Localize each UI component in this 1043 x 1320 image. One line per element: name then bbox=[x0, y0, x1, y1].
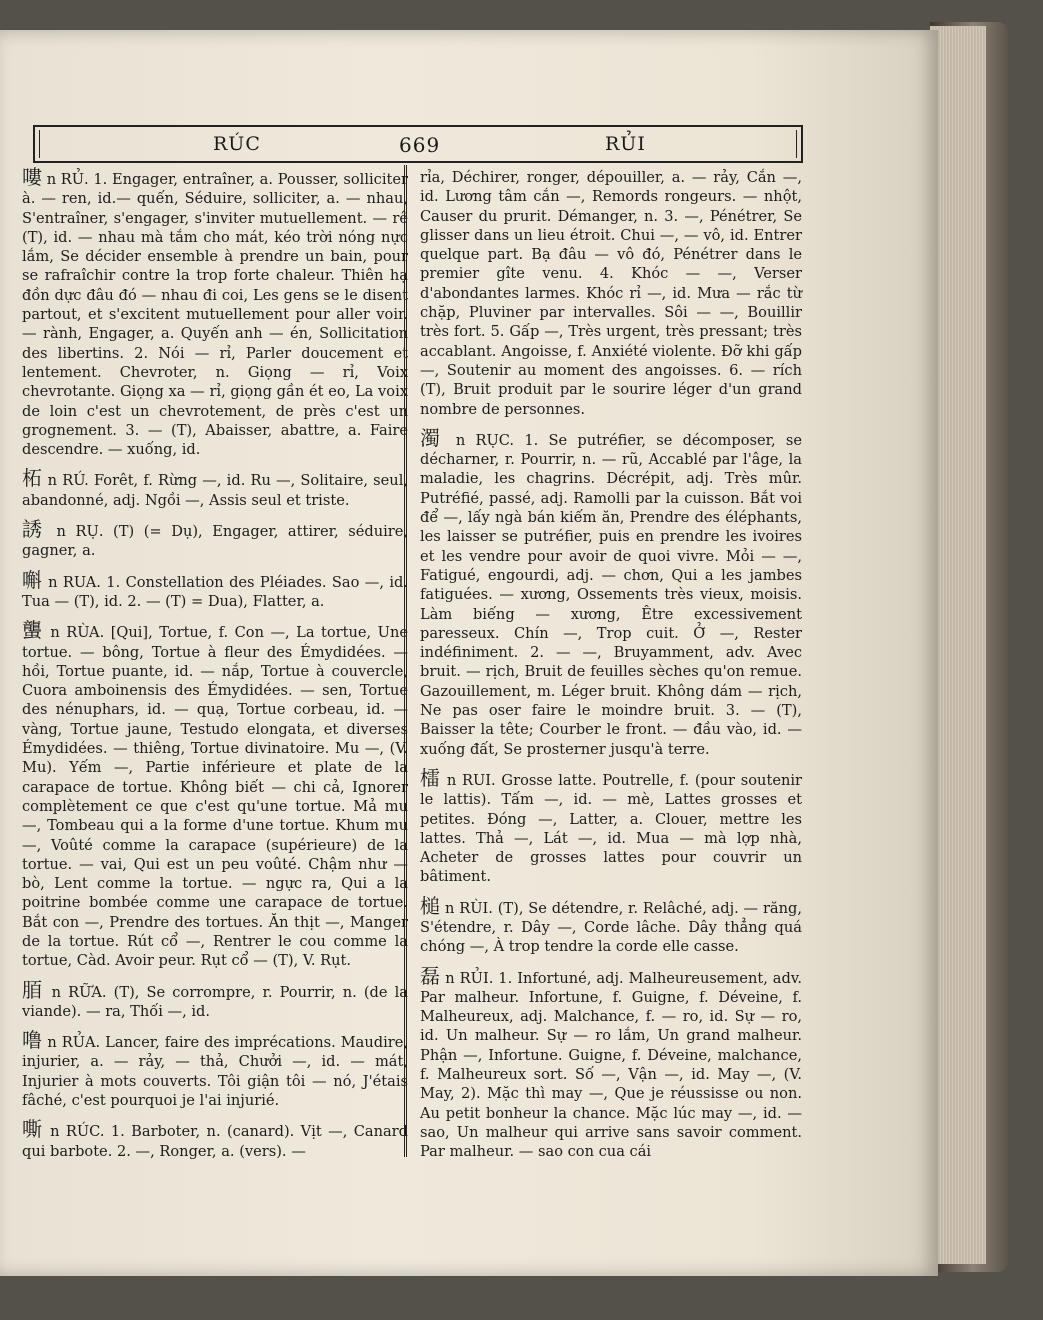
entry-ruc2 bbox=[420, 425, 802, 759]
entry-character: 噜 bbox=[22, 1028, 43, 1053]
entry-character: 嘝 bbox=[22, 567, 43, 592]
entry-text: n RÙI. (T), Se détendre, r. Relâché, adj. — răng, S'étendre, r. Dây —, Corde lâche. Dây thẳng quá chóng —, À trop tendre la corde elle casse. bbox=[420, 899, 803, 956]
entry-character: 蠪 bbox=[22, 618, 44, 643]
left-column bbox=[22, 165, 409, 1171]
header-right-word: RỦI bbox=[605, 133, 646, 155]
entry-text: n RÚC. 1. Barboter, n. (canard). Vịt —, Canard qui barbote. 2. —, Ronger, a. (vers). — bbox=[22, 1123, 409, 1160]
entry-rua4 bbox=[22, 1028, 408, 1110]
entry-text: n RỦA. Lancer, faire des imprécations. Maudire, injurier, a. — rảy, — thả, Chưởi —, id. — mát, Injurier à mots couverts. Tôi giận tôi — nó, J'étais fâché, c'est pourquoi je l'ai injurié. bbox=[22, 1034, 408, 1110]
entry-character: 槌 bbox=[420, 893, 441, 918]
entry-rui1 bbox=[420, 765, 802, 887]
page-number: 669 bbox=[399, 133, 441, 157]
entry-text: n RỤ. (T) (= Dụ), Engager, attirer, séduire, gagner, a. bbox=[22, 523, 409, 560]
entry-text: n RUA. 1. Constellation des Pléiades. Sao —, id. Tua — (T), id. 2. — (T) = Dua), Flatter, a. bbox=[22, 573, 409, 610]
entry-character: 誘 bbox=[22, 517, 47, 542]
entry-character: 磊 bbox=[420, 963, 441, 988]
entry-text: n RUI. Grosse latte. Poutrelle, f. (pour soutenir le lattis). Tấm —, id. — mè, Lattes grosses et petites. Đóng —, Latter, a. Clouer, mettre les lattes. Thả —, Lát —, id. Mua — mà lợp nhà, Acheter de grosses lattes pour couvrir un bâtiment. bbox=[420, 771, 802, 886]
entry-rua1 bbox=[22, 567, 409, 612]
entry-rua3 bbox=[22, 977, 409, 1022]
entry-text: n RÙA. [Qui], Tortue, f. Con —, La tortue, Une tortue. — bông, Tortue à fleur des Émydidées. — hồi, Tortue puante, id. — nắp, Tortue à couvercle, Cuora amboinensis des Émydidées. — sen, Tortue des nénuphars, id. — quạ, Tortue corbeau, id. — vàng, Tortue jaune, Testudo elongata, et diverses Émydidées. — thiêng, Tortue divinatoire. Mu —, (V. Mu). Yếm —, Partie inférieure et plate de la carapace de tortue. Không biết — chi cả, Ignorer complètement ce que c'est qu'une tortue. Mả mu —, Tombeau qui a la forme d'une tortue. Khum mu —, Voûté comme la carapace (supérieure) de la tortue. — vai, Qui est un peu voûté. Chậm như — bò, Lent comme la tortue. — ngực ra, Qui a la poitrine bombée comme une carapace de tortue. Bắt con —, Prendre des tortues. Ăn thịt —, Manger de la tortue. Rút cổ —, Rentrer le cou comme la tortue, Càd. Avoir peur. Rụt cổ — (T), V. Rụt. bbox=[22, 624, 409, 970]
entry-text: rỉa, Déchirer, ronger, dépouiller, a. — rảy, Cắn —, id. Lương tâm cắn —, Remords rongeurs. — nhột, Causer du prurit. Démanger, n. 3. —, Pénétrer, Se glisser dans un lieu étroit. Chui —, — vô, id. Entrer quelque part. Bạ đâu — vô đó, Pénétrer dans le premier gîte venu. 4. Khóc — —, Verser d'abondantes larmes. Khóc rỉ —, id. Mưa — rắc từ chặp, Pluviner par intervalles. Sôi — —, Bouillir très fort. 5. Gấp —, Très urgent, très pressant; très accablant. Angoisse, f. Anxiété violente. Đỡ khi gấp —, Soutenir au moment des angoisses. 6. — rích (T), Bruit produit par le sourire léger d'un grand nombre de personnes. bbox=[420, 169, 802, 418]
entry-ru3 bbox=[22, 517, 409, 561]
entry-text: n RỦ. 1. Engager, entraîner, a. Pousser, solliciter à. — ren, id.— quến, Séduire, solliciter, a. — nhau, S'entraîner, s'engager, s'inviter mutuellement. — rê (T), id. — nhau mà tắm cho mát, kéo trời nóng nực lắm, Se décider ensemble à prendre un bain, pour se rafraîchir contre la trop forte chaleur. Thiên hạ đồn dực đâu đó — nhau đi coi, Les gens se le disent partout, et s'excitent mutuellement pour aller voir. — rành, Engager, a. Quyến anh — én, Sollicitation des libertins. 2. Nói — rỉ, Parler doucement et lentement. Chevroter, n. Giọng — rỉ, Voix chevrotante. Giọng xa — rỉ, giọng gần ét eo, La voix de loin c'est un chevrotement, de près c'est un grognement. 3. — (T), Abaisser, abattre, a. Faire descendre. — xuống, id. bbox=[22, 171, 408, 459]
entry-ru1 bbox=[22, 165, 408, 459]
column-divider bbox=[404, 165, 407, 1157]
entry-rui2 bbox=[420, 893, 803, 957]
entry-text: n RỮA. (T), Se corrompre, r. Pourrir, n. (de la viande). — ra, Thối —, id. bbox=[22, 983, 409, 1020]
entry-character: 檑 bbox=[420, 765, 442, 790]
entry-text: n RỦI. 1. Infortuné, adj. Malheureusement, adv. Par malheur. Infortune, f. Guigne, f. Déveine, f. Malheureux, adj. Malchance, f. — ro, id. Sự — ro, id. Un malheur. Sự — ro lắm, Un grand malheur. Phận —, Infortune. Guigne, f. Déveine, malchance, f. Malheureux sort. Số —, Vận —, id. May —, (V. May, 2). Mặc thì may —, Que je réussisse ou non. Au petit bonheur la chance. Mặc lúc may —, id. — sao, Un malheur qui arrive sans savoir comment. Par malheur. — sao con cua cái bbox=[420, 969, 803, 1161]
entry-character: 柘 bbox=[22, 466, 43, 491]
entry-character: 脜 bbox=[22, 977, 45, 1002]
page-stack bbox=[930, 26, 986, 1264]
running-header bbox=[33, 125, 803, 163]
entry-text: n RÚ. Forêt, f. Rừng —, id. Ru —, Solitaire, seul, abandonné, adj. Ngồi —, Assis seul et triste. bbox=[22, 472, 409, 509]
entry-rua2 bbox=[22, 618, 409, 970]
entry-ruc1 bbox=[22, 1117, 409, 1161]
entry-rui3 bbox=[420, 963, 803, 1162]
entry-character: 濁 bbox=[420, 425, 446, 450]
entry-character: 嘶 bbox=[22, 1117, 44, 1142]
entry-character: 嘍 bbox=[22, 165, 43, 189]
right-column bbox=[420, 168, 802, 1172]
entry-ruc-continued bbox=[420, 168, 802, 419]
entry-ru2 bbox=[22, 466, 409, 510]
entry-text: n RỤC. 1. Se putréfier, se décomposer, se décharner, r. Pourrir, n. — rũ, Accablé par l'âge, la maladie, les chagrins. Décrépit, adj. Très mûr. Putréfié, passé, adj. Ramolli par la cuisson. Bắt voi để —, lấy ngà bán kiếm ăn, Prendre des éléphants, les laisser se putréfier, puis en prendre les ivoires et les vendre pour avoir de quoi vivre. Mỏi — —, Fatigué, engourdi, adj. — chơn, Qui a les jambes fatiguées. — xương, Ossements très vieux, moisis. Làm biếng — xương, Être excessivement paresseux. Chín —, Trop cuit. Ở —, Rester indéfiniment. 2. — —, Bruyamment, adv. Avec bruit. — rịch, Bruit de feuilles sèches qu'on remue. Gazouillement, m. Léger bruit. Không dám — rịch, Ne pas oser faire le moindre bruit. 3. — (T), Baisser la tête; Courber le front. — đầu vào, id. — xuống đất, Se prosterner jusqu'à terre. bbox=[420, 431, 802, 758]
header-left-word: RÚC bbox=[213, 133, 261, 155]
